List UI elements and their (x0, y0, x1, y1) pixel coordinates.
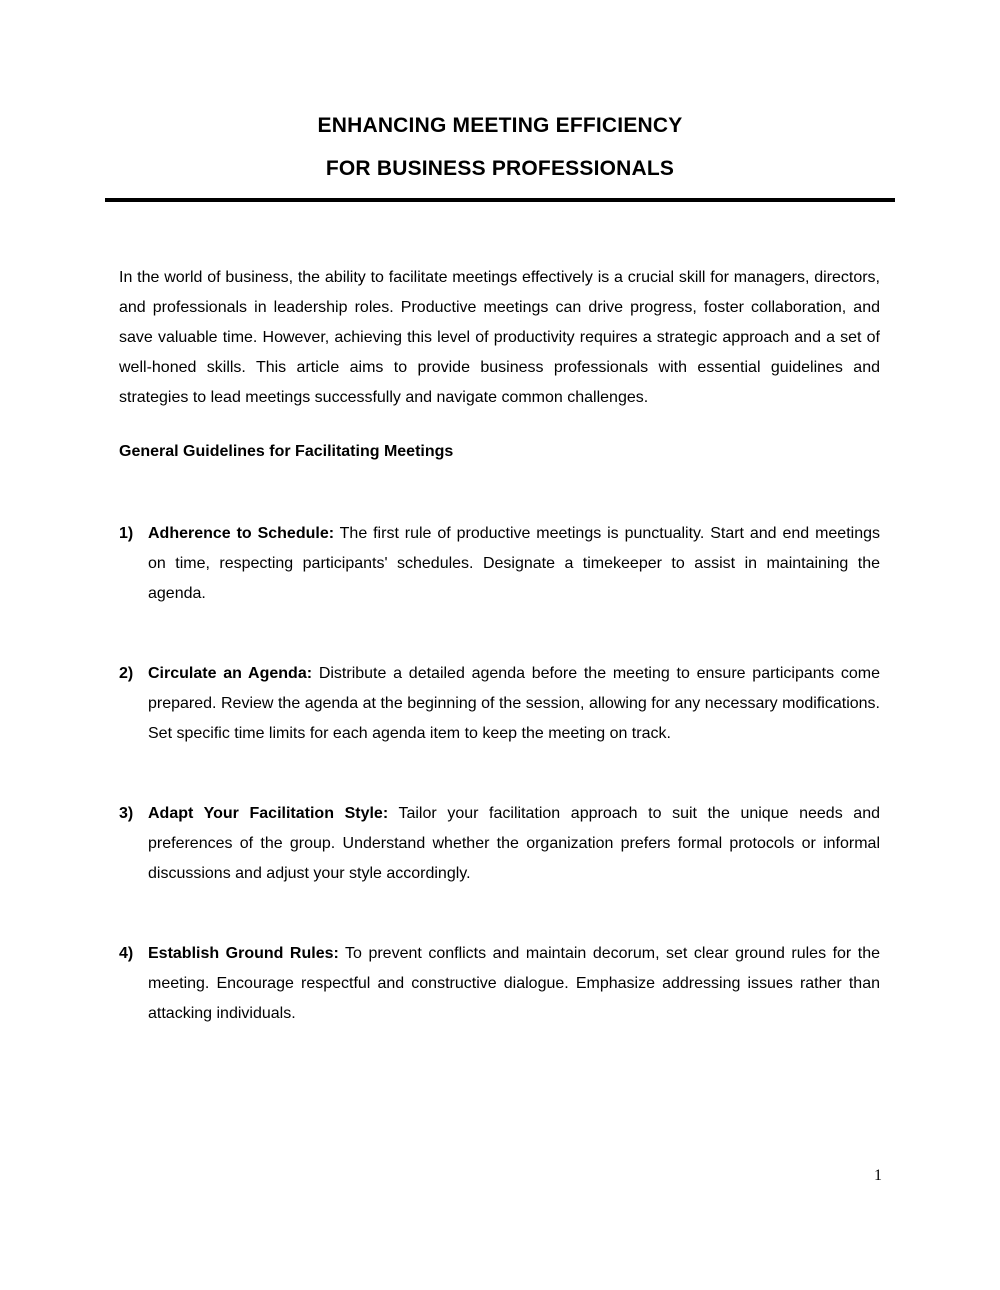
list-item-lead: Adherence to Schedule: (148, 525, 335, 542)
list-item-marker: 4) (119, 945, 134, 962)
list-item-body: To prevent conflicts and maintain decorum, set clear ground rules for the meeting. Encourage respectful and constructive dialogue. Emphasize addressing issues rather than attacking individuals. (148, 945, 881, 1022)
document-body (119, 263, 880, 1029)
list-item-body: The first rule of productive meetings is punctuality. Start and end meetings on time, respecting participants' schedules. Designate a timekeeper to assist in maintaining the agenda. (148, 525, 880, 602)
list-item-lead: Establish Ground Rules: (148, 945, 339, 962)
page-number: 1 (874, 1167, 882, 1184)
list-item-body: Tailor your facilitation approach to suit the unique needs and preferences of the group. Understand whether the organization prefers formal protocols or informal discussions and adjust your style accordingly. (148, 805, 881, 882)
title-divider-rule (105, 198, 895, 202)
guidelines-list (119, 467, 880, 1029)
intro-paragraph: In the world of business, the ability to facilitate meetings effectively is a crucial skill for managers, directors, and professionals in leadership roles. Productive meetings can drive progress, foster collaboration, and save valuable time. However, achieving this level of productivity requires a strategic approach and a set of well-honed skills. This article aims to provide business professionals with essential guidelines and strategies to lead meetings successfully and navigate common challenges. (119, 269, 880, 406)
document-title (105, 104, 895, 190)
list-item-marker: 2) (119, 665, 134, 682)
list-item (119, 799, 880, 889)
title-line-2: FOR BUSINESS PROFESSIONALS (325, 157, 675, 180)
title-line-1: ENHANCING MEETING EFFICIENCY (317, 114, 683, 137)
list-item-body: Distribute a detailed agenda before the meeting to ensure participants come prepared. Review the agenda at the beginning of the session, allowing for any necessary modifications. Set specific time limits for each agenda item to keep the meeting on track. (148, 665, 881, 742)
list-item (119, 939, 880, 1029)
list-item-lead: Adapt Your Facilitation Style: (148, 805, 389, 822)
list-item (119, 659, 880, 749)
list-item-marker: 3) (119, 805, 134, 822)
list-item (119, 519, 880, 609)
section-heading-general-guidelines: General Guidelines for Facilitating Meetings (119, 443, 454, 460)
list-item-marker: 1) (119, 525, 134, 542)
list-item-lead: Circulate an Agenda: (148, 665, 313, 682)
